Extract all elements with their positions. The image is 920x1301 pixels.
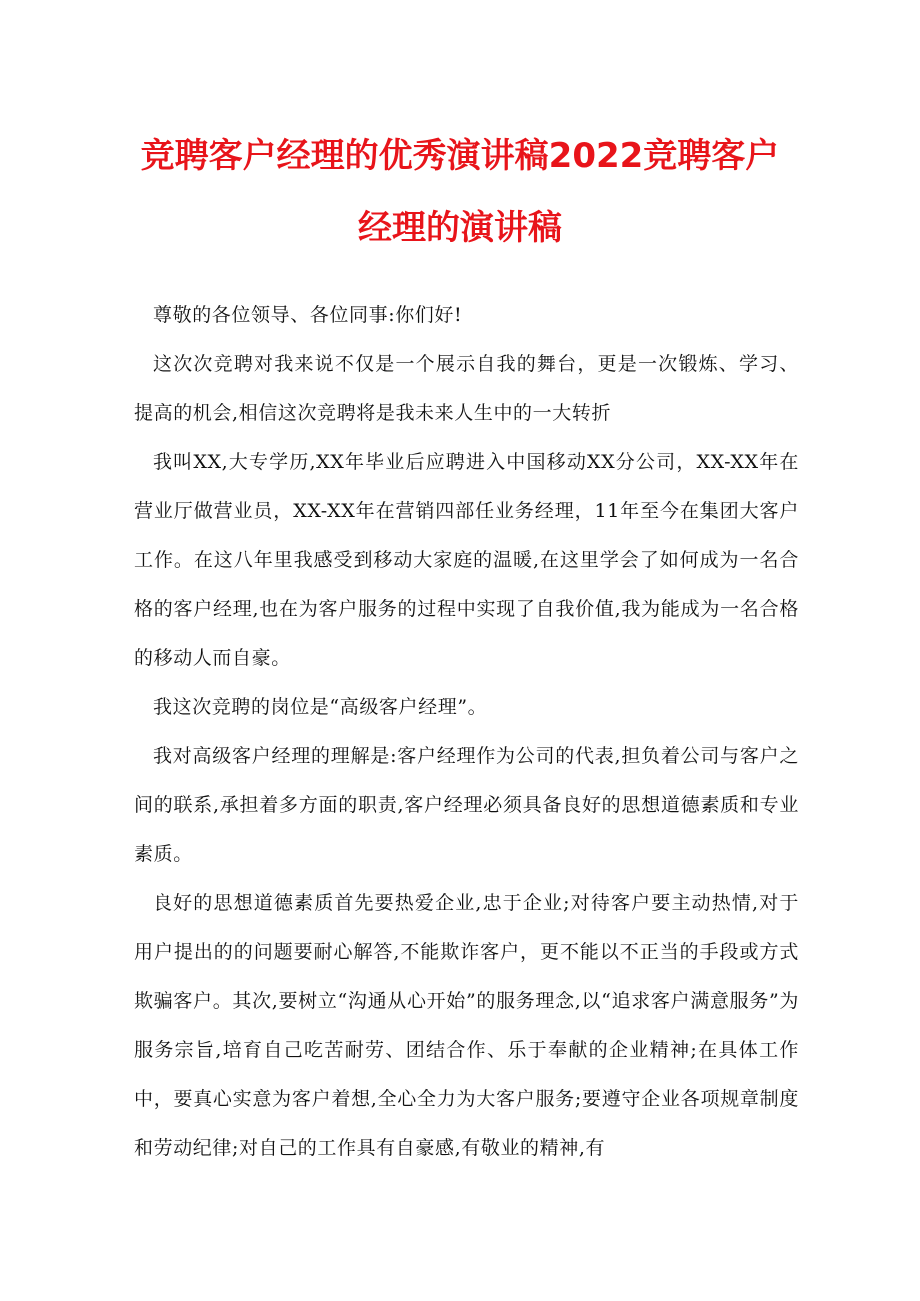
document-title-line-2: 经理的演讲稿 <box>358 208 562 248</box>
paragraph-moral-quality: 良好的思想道德素质首先要热爱企业,忠于企业;对待客户要主动热情,对于用户提出的的问题要耐心解答,不能欺诈客户，更不能以不正当的手段或方式欺骗客户。其次,要树立“沟通从心开始”的服务理念,以“追求客户满意服务”为服务宗旨,培育自己吃苦耐劳、团结合作、乐于奉献的企业精神;在具体工作中，要真心实意为客户着想,全心全力为大客户服务;要遵守企业各项规章制度和劳动纪律;对自己的工作具有自豪感,有敬业的精神,有 <box>134 892 799 1159</box>
document-title-line-1: 竞聘客户经理的优秀演讲稿2022竞聘客户 <box>140 136 780 176</box>
document-body <box>134 291 799 1173</box>
paragraph-background: 我叫XX,大专学历,XX年毕业后应聘进入中国移动XX分公司，XX-XX年在营业厅做营业员，XX-XX年在营销四部任业务经理，11年至今在集团大客户工作。在这八年里我感受到移动大家庭的温暖,在这里学会了如何成为一名合格的客户经理,也在为客户服务的过程中实现了自我价值,我为能成为一名合格的移动人而自豪。 <box>134 451 799 669</box>
paragraph-greeting: 尊敬的各位领导、各位同事:你们好! <box>153 304 463 326</box>
paragraph-understanding: 我对高级客户经理的理解是:客户经理作为公司的代表,担负着公司与客户之间的联系,承担着多方面的职责,客户经理必须具备良好的思想道德素质和专业素质。 <box>134 745 799 865</box>
paragraph-intro: 这次次竞聘对我来说不仅是一个展示自我的舞台，更是一次锻炼、学习、提高的机会,相信这次竞聘将是我未来人生中的一大转折 <box>134 353 799 424</box>
paragraph-position: 我这次竞聘的岗位是“高级客户经理”。 <box>153 696 488 718</box>
